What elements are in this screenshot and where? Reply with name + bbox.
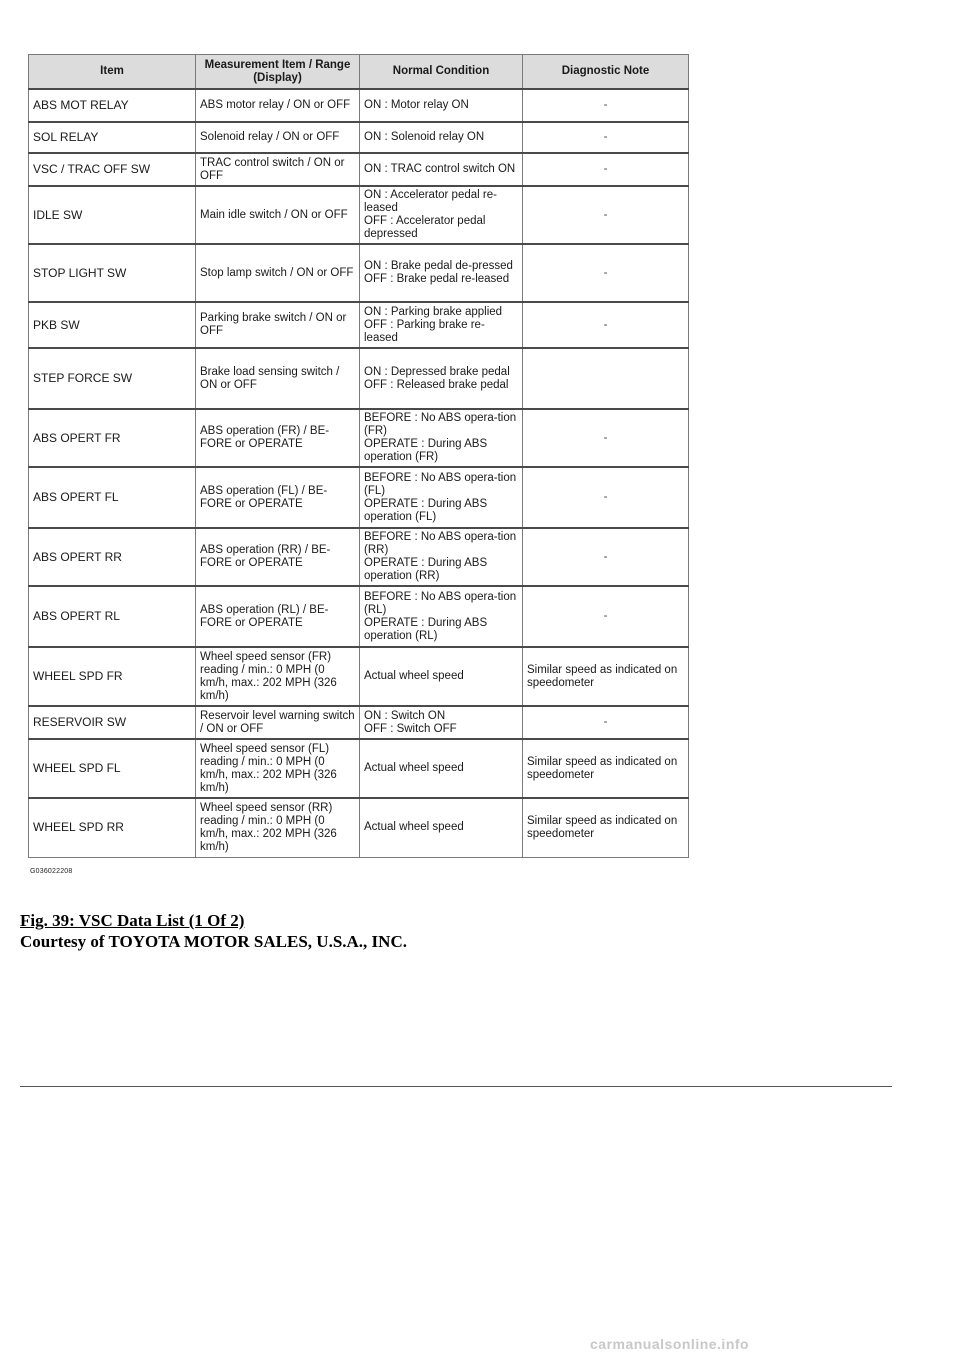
table-row [29, 586, 689, 647]
row-measurement-cell: ABS operation (RR) / BE-FORE or OPERATE [196, 528, 360, 586]
row-measurement-cell: Main idle switch / ON or OFF [196, 186, 360, 244]
row-item-cell: ABS OPERT FR [29, 409, 196, 467]
row-item-cell: STOP LIGHT SW [29, 244, 196, 302]
row-normal-condition-cell: BEFORE : No ABS opera-tion (FR) OPERATE : During ABS operation (FR) [360, 409, 523, 467]
table-row [29, 706, 689, 739]
row-normal-condition-cell: Actual wheel speed [360, 739, 523, 798]
table-row [29, 739, 689, 798]
table-header-row [29, 55, 689, 90]
row-diagnostic-note-cell: - [523, 528, 689, 586]
header-normal-condition: Normal Condition [360, 55, 523, 90]
row-normal-condition-cell: Actual wheel speed [360, 647, 523, 706]
row-normal-condition-cell: ON : Parking brake applied OFF : Parking brake re-leased [360, 302, 523, 348]
row-item-cell: STEP FORCE SW [29, 348, 196, 409]
row-measurement-cell: ABS operation (FR) / BE-FORE or OPERATE [196, 409, 360, 467]
table-row [29, 153, 689, 186]
table-row [29, 122, 689, 153]
row-normal-condition-cell: ON : TRAC control switch ON [360, 153, 523, 186]
header-measurement-item: Measurement Item / Range (Display) [196, 55, 360, 90]
row-diagnostic-note-cell: Similar speed as indicated on speedometer [523, 739, 689, 798]
row-diagnostic-note-cell: - [523, 409, 689, 467]
row-diagnostic-note-cell: - [523, 153, 689, 186]
row-item-cell: ABS MOT RELAY [29, 89, 196, 122]
row-normal-condition-cell: Actual wheel speed [360, 798, 523, 857]
row-measurement-cell: Wheel speed sensor (FR) reading / min.: 0 MPH (0 km/h, max.: 202 MPH (326 km/h) [196, 647, 360, 706]
row-item-cell: PKB SW [29, 302, 196, 348]
row-normal-condition-cell: ON : Switch ON OFF : Switch OFF [360, 706, 523, 739]
row-diagnostic-note-cell: - [523, 186, 689, 244]
table-row [29, 798, 689, 857]
row-item-cell: WHEEL SPD RR [29, 798, 196, 857]
row-item-cell: ABS OPERT FL [29, 467, 196, 528]
row-diagnostic-note-cell: - [523, 467, 689, 528]
row-normal-condition-cell: ON : Depressed brake pedal OFF : Released brake pedal [360, 348, 523, 409]
table-row [29, 528, 689, 586]
row-item-cell: VSC / TRAC OFF SW [29, 153, 196, 186]
row-item-cell: IDLE SW [29, 186, 196, 244]
header-diagnostic-note: Diagnostic Note [523, 55, 689, 90]
header-item: Item [29, 55, 196, 90]
site-watermark: carmanualsonline.info [590, 1336, 750, 1352]
table-row [29, 409, 689, 467]
row-diagnostic-note-cell: - [523, 244, 689, 302]
row-measurement-cell: ABS motor relay / ON or OFF [196, 89, 360, 122]
row-diagnostic-note-cell: Similar speed as indicated on speedometer [523, 798, 689, 857]
row-diagnostic-note-cell: - [523, 586, 689, 647]
row-measurement-cell: TRAC control switch / ON or OFF [196, 153, 360, 186]
row-normal-condition-cell: ON : Solenoid relay ON [360, 122, 523, 153]
row-measurement-cell: Reservoir level warning switch / ON or OFF [196, 706, 360, 739]
row-normal-condition-cell: BEFORE : No ABS opera-tion (FL) OPERATE : During ABS operation (FL) [360, 467, 523, 528]
row-measurement-cell: Wheel speed sensor (FL) reading / min.: 0 MPH (0 km/h, max.: 202 MPH (326 km/h) [196, 739, 360, 798]
row-normal-condition-cell: BEFORE : No ABS opera-tion (RL) OPERATE : During ABS operation (RL) [360, 586, 523, 647]
row-normal-condition-cell: ON : Motor relay ON [360, 89, 523, 122]
row-item-cell: WHEEL SPD FL [29, 739, 196, 798]
horizontal-divider [20, 1086, 892, 1087]
row-measurement-cell: Solenoid relay / ON or OFF [196, 122, 360, 153]
table-row [29, 186, 689, 244]
row-item-cell: ABS OPERT RL [29, 586, 196, 647]
caption-title[interactable]: Fig. 39: VSC Data List (1 Of 2) [20, 911, 245, 930]
row-measurement-cell: Parking brake switch / ON or OFF [196, 302, 360, 348]
figure-code: G036022208 [30, 868, 73, 875]
table-body [29, 89, 689, 857]
row-item-cell: WHEEL SPD FR [29, 647, 196, 706]
table-row [29, 244, 689, 302]
caption-courtesy: Courtesy of TOYOTA MOTOR SALES, U.S.A., INC. [20, 932, 407, 951]
table-row [29, 302, 689, 348]
table-row [29, 89, 689, 122]
row-normal-condition-cell: ON : Accelerator pedal re-leased OFF : Accelerator pedal depressed [360, 186, 523, 244]
row-normal-condition-cell: ON : Brake pedal de-pressed OFF : Brake pedal re-leased [360, 244, 523, 302]
table-row [29, 348, 689, 409]
row-item-cell: RESERVOIR SW [29, 706, 196, 739]
row-normal-condition-cell: BEFORE : No ABS opera-tion (RR) OPERATE : During ABS operation (RR) [360, 528, 523, 586]
row-diagnostic-note-cell: - [523, 302, 689, 348]
row-measurement-cell: Stop lamp switch / ON or OFF [196, 244, 360, 302]
row-item-cell: SOL RELAY [29, 122, 196, 153]
table-row [29, 647, 689, 706]
row-item-cell: ABS OPERT RR [29, 528, 196, 586]
data-list-figure [28, 54, 688, 858]
row-measurement-cell: Brake load sensing switch / ON or OFF [196, 348, 360, 409]
figure-caption [20, 910, 407, 952]
row-measurement-cell: ABS operation (RL) / BE-FORE or OPERATE [196, 586, 360, 647]
vsc-data-table [28, 54, 689, 858]
row-diagnostic-note-cell: - [523, 89, 689, 122]
row-diagnostic-note-cell: Similar speed as indicated on speedometer [523, 647, 689, 706]
table-row [29, 467, 689, 528]
row-diagnostic-note-cell: - [523, 706, 689, 739]
row-measurement-cell: ABS operation (FL) / BE-FORE or OPERATE [196, 467, 360, 528]
row-diagnostic-note-cell [523, 348, 689, 409]
row-diagnostic-note-cell: - [523, 122, 689, 153]
row-measurement-cell: Wheel speed sensor (RR) reading / min.: 0 MPH (0 km/h, max.: 202 MPH (326 km/h) [196, 798, 360, 857]
